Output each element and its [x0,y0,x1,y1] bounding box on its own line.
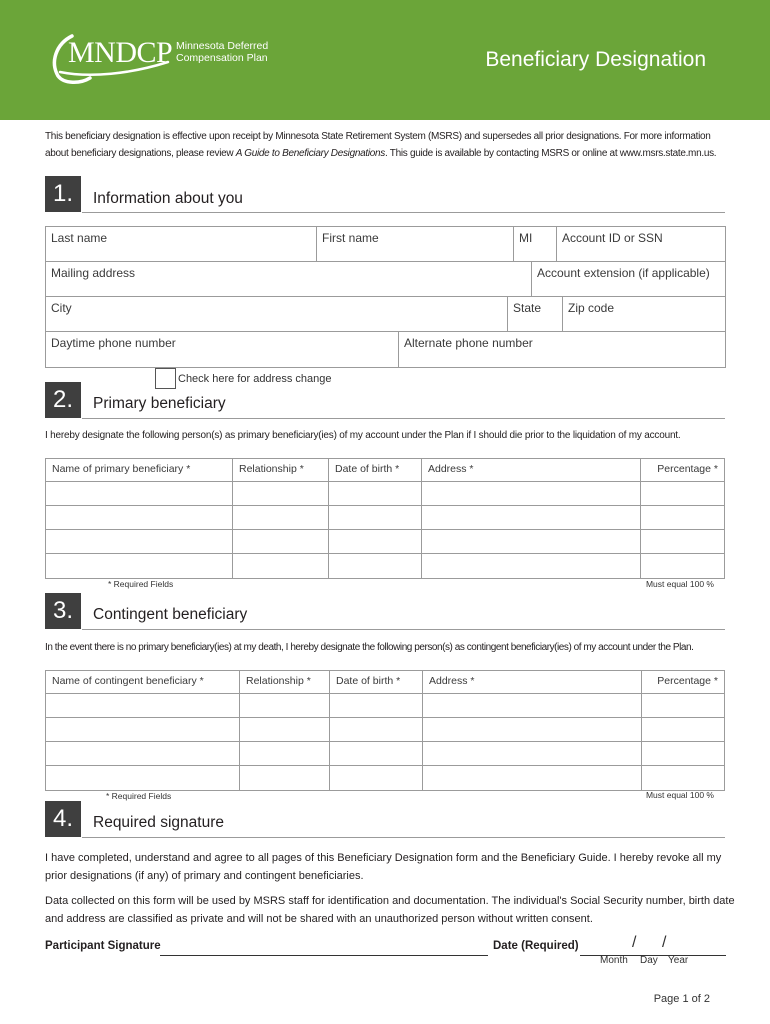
section-3-title: Contingent beneficiary [93,606,248,623]
first-name-label: First name [322,231,379,245]
section-1-number: 1. [45,176,81,212]
col-header-address: Address * [421,459,640,481]
primary-percentage-cell[interactable] [640,482,724,505]
table-row [46,718,724,742]
contingent-relationship-cell[interactable] [239,766,329,790]
mi-field[interactable] [513,227,556,261]
address-change-label: Check here for address change [178,373,332,385]
account-id-label: Account ID or SSN [562,231,663,245]
logo-wordmark: MNDCP [68,36,173,69]
table-row [46,694,724,718]
mi-label: MI [519,231,533,245]
table-row [46,766,724,790]
day-label: Day [640,955,658,966]
form-title: Beneficiary Designation [485,48,706,71]
month-label: Month [600,955,628,966]
primary-percentage-cell[interactable] [640,554,724,578]
col-header-percentage: Percentage * [640,459,724,481]
contingent-percentage-cell[interactable] [641,766,724,790]
primary-relationship-cell[interactable] [232,554,328,578]
primary-percentage-cell[interactable] [640,530,724,553]
col-header-address: Address * [422,671,641,693]
signature-label: Participant Signature [45,940,161,952]
section-2-number: 2. [45,382,81,418]
grid-row-phone [46,332,725,367]
section-3-divider [82,629,725,630]
contingent-name-cell[interactable] [46,718,239,741]
col-header-percentage: Percentage * [641,671,724,693]
contingent-beneficiary-table [45,670,725,791]
primary-table-header [46,459,724,482]
primary-relationship-cell[interactable] [232,506,328,529]
daytime-phone-field[interactable] [46,332,398,367]
primary-beneficiary-table [45,458,725,579]
primary-address-cell[interactable] [421,482,640,505]
contingent-lead-text: In the event there is no primary beneficiary(ies) at my death, I hereby designate the following person(s) as contingent beneficiary(ies) of my account under the Plan. [45,642,694,653]
logo-subtitle-line-1: Minnesota Deferred [176,40,269,52]
date-label: Date (Required) [493,940,579,952]
zip-label: Zip code [568,301,615,315]
agreement-paragraph: I have completed, understand and agree to all pages of this Beneficiary Designation form and the Beneficiary Guide. I hereby revoke all my prior designations (if any) of primary and contingent beneficiaries. [45,852,722,882]
contingent-relationship-cell[interactable] [239,694,329,717]
contingent-address-cell[interactable] [422,742,641,765]
mailing-address-label: Mailing address [51,266,136,280]
col-header-dob: Date of birth * [329,671,422,693]
account-extension-field[interactable] [531,262,725,296]
page-number: Page 1 of 2 [653,993,710,1005]
grid-row-name [46,227,725,262]
contingent-required-note: * Required Fields [106,791,172,801]
contingent-relationship-cell[interactable] [239,742,329,765]
section-2-divider [82,418,725,419]
city-label: City [51,301,72,315]
contingent-table-header [46,671,724,694]
contingent-address-cell[interactable] [422,766,641,790]
daytime-phone-label: Daytime phone number [51,336,176,350]
grid-row-city [46,297,725,332]
contingent-percentage-cell[interactable] [641,742,724,765]
date-separator: / [632,934,637,951]
guide-title: A Guide to Beneficiary Designations [235,148,385,159]
col-header-dob: Date of birth * [328,459,421,481]
intro-line-2-end: . This guide is available by contacting MSRS or online at www.msrs.state.mn.us. [385,148,717,159]
col-header-relationship: Relationship * [232,459,328,481]
primary-address-cell[interactable] [421,506,640,529]
signature-line[interactable] [160,955,488,956]
contingent-relationship-cell[interactable] [239,718,329,741]
contingent-percentage-cell[interactable] [641,718,724,741]
primary-lead-text: I hereby designate the following person(s) as primary beneficiary(ies) of my account under the Plan if I should die prior to the liquidation of my account. [45,430,681,441]
col-header-relationship: Relationship * [239,671,329,693]
header-banner [0,0,770,120]
table-row [46,530,724,554]
primary-name-cell[interactable] [46,482,232,505]
primary-dob-cell[interactable] [328,482,421,505]
mailing-address-field[interactable] [46,262,531,296]
primary-required-note: * Required Fields [108,579,174,589]
primary-name-cell[interactable] [46,506,232,529]
primary-percentage-cell[interactable] [640,506,724,529]
contingent-address-cell[interactable] [422,718,641,741]
city-field[interactable] [46,297,507,331]
last-name-label: Last name [51,231,108,245]
primary-must-equal-note: Must equal 100 % [645,579,714,589]
col-header-name: Name of primary beneficiary * [52,463,191,475]
table-row [46,554,724,578]
mndcp-logo [50,32,280,88]
date-separator: / [662,934,667,951]
contingent-dob-cell[interactable] [329,742,422,765]
table-row [46,506,724,530]
primary-dob-cell[interactable] [328,530,421,553]
account-id-field[interactable] [556,227,725,261]
contingent-percentage-cell[interactable] [641,694,724,717]
last-name-field[interactable] [46,227,316,261]
primary-relationship-cell[interactable] [232,482,328,505]
contingent-address-cell[interactable] [422,694,641,717]
state-field[interactable] [507,297,562,331]
contingent-dob-cell[interactable] [329,766,422,790]
table-row [46,742,724,766]
primary-name-cell[interactable] [46,554,232,578]
logo-subtitle-line-2: Compensation Plan [176,52,268,64]
contingent-name-cell[interactable] [46,766,239,790]
account-extension-label: Account extension (if applicable) [537,266,710,280]
table-row [46,482,724,506]
section-4-divider [82,837,725,838]
section-4-number: 4. [45,801,81,837]
primary-dob-cell[interactable] [328,506,421,529]
section-4-title: Required signature [93,814,224,831]
address-change-checkbox[interactable] [155,368,176,389]
section-2-title: Primary beneficiary [93,395,226,412]
primary-relationship-cell[interactable] [232,530,328,553]
primary-address-cell[interactable] [421,554,640,578]
personal-info-grid [45,226,726,368]
section-1-divider [82,212,725,213]
intro-line-2: about beneficiary designations, please review [45,148,236,159]
col-header-name: Name of contingent beneficiary * [52,675,204,687]
contingent-dob-cell[interactable] [329,718,422,741]
section-1-title: Information about you [93,190,243,207]
intro-text [45,128,735,162]
contingent-name-cell[interactable] [46,742,239,765]
year-label: Year [668,955,689,966]
logo-subtitle [176,40,268,64]
section-3-number: 3. [45,593,81,629]
primary-dob-cell[interactable] [328,554,421,578]
zip-field[interactable] [562,297,725,331]
alternate-phone-label: Alternate phone number [404,336,533,350]
intro-line-1: This beneficiary designation is effective upon receipt by Minnesota State Retirement System (MSRS) and supersedes all prior designations. For more information [45,131,711,142]
alternate-phone-field[interactable] [398,332,725,367]
first-name-field[interactable] [316,227,513,261]
state-label: State [513,301,542,315]
grid-row-address [46,262,725,297]
primary-address-cell[interactable] [421,530,640,553]
contingent-must-equal-note: Must equal 100 % [645,790,714,800]
privacy-paragraph: Data collected on this form will be used by MSRS staff for identification and documentation. The individual's Social Security number, birth date and address are classified as private and will not be shared with an unauthorized person without written consent. [45,895,735,925]
primary-name-cell[interactable] [46,530,232,553]
contingent-name-cell[interactable] [46,694,239,717]
contingent-dob-cell[interactable] [329,694,422,717]
